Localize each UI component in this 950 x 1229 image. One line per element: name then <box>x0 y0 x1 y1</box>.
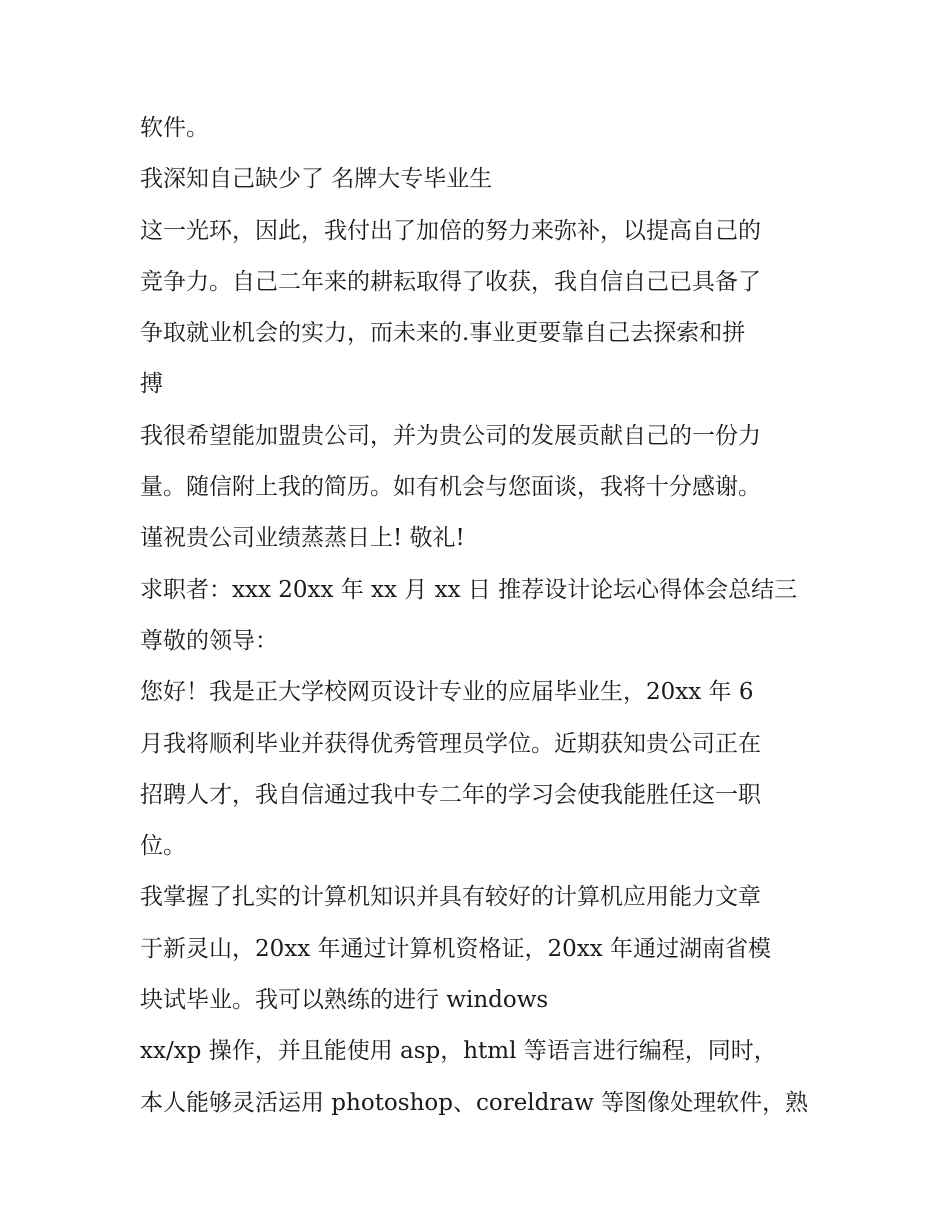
text-line: 月我将顺利毕业并获得优秀管理员学位。近期获知贵公司正在 <box>140 730 761 757</box>
text-line: 招聘人才，我自信通过我中专二年的学习会使我能胜任这一职 <box>140 781 761 808</box>
text-line: 谨祝贵公司业绩蒸蒸日上! 敬礼! <box>140 525 465 552</box>
text-line: 我掌握了扎实的计算机知识并具有较好的计算机应用能力文章 <box>140 884 761 911</box>
text-line: 位。 <box>140 833 186 860</box>
text-line: 您好！我是正大学校网页设计专业的应届毕业生，20xx 年 6 <box>140 679 754 706</box>
text-line: 块试毕业。我可以熟练的进行 windows <box>140 987 549 1014</box>
text-line: 这一光环，因此，我付出了加倍的努力来弥补，以提高自己的 <box>140 217 761 244</box>
text-line: 搏 <box>140 371 163 398</box>
text-line: xx/xp 操作，并且能使用 asp，html 等语言进行编程，同时， <box>140 1038 777 1065</box>
text-line: 竞争力。自己二年来的耕耘取得了收获，我自信自己已具备了 <box>140 268 761 295</box>
text-line: 求职者：xxx 20xx 年 xx 月 xx 日 推荐设计论坛心得体会总结三 <box>140 576 798 603</box>
text-line: 量。随信附上我的简历。如有机会与您面谈，我将十分感谢。 <box>140 474 761 501</box>
text-line: 我很希望能加盟贵公司，并为贵公司的发展贡献自己的一份力 <box>140 422 761 449</box>
text-line: 本人能够灵活运用 photoshop、coreldraw 等图像处理软件，熟 <box>140 1089 809 1116</box>
text-line: 软件。 <box>140 115 209 141</box>
text-line: 于新灵山，20xx 年通过计算机资格证，20xx 年通过湖南省模 <box>140 935 772 962</box>
text-line: 我深知自己缺少了 名牌大专毕业生 <box>140 166 493 193</box>
text-line: 争取就业机会的实力，而未来的.事业更要靠自己去探索和拼 <box>140 320 746 347</box>
text-line: 尊敬的领导： <box>140 627 278 654</box>
document-body <box>140 103 830 1129</box>
